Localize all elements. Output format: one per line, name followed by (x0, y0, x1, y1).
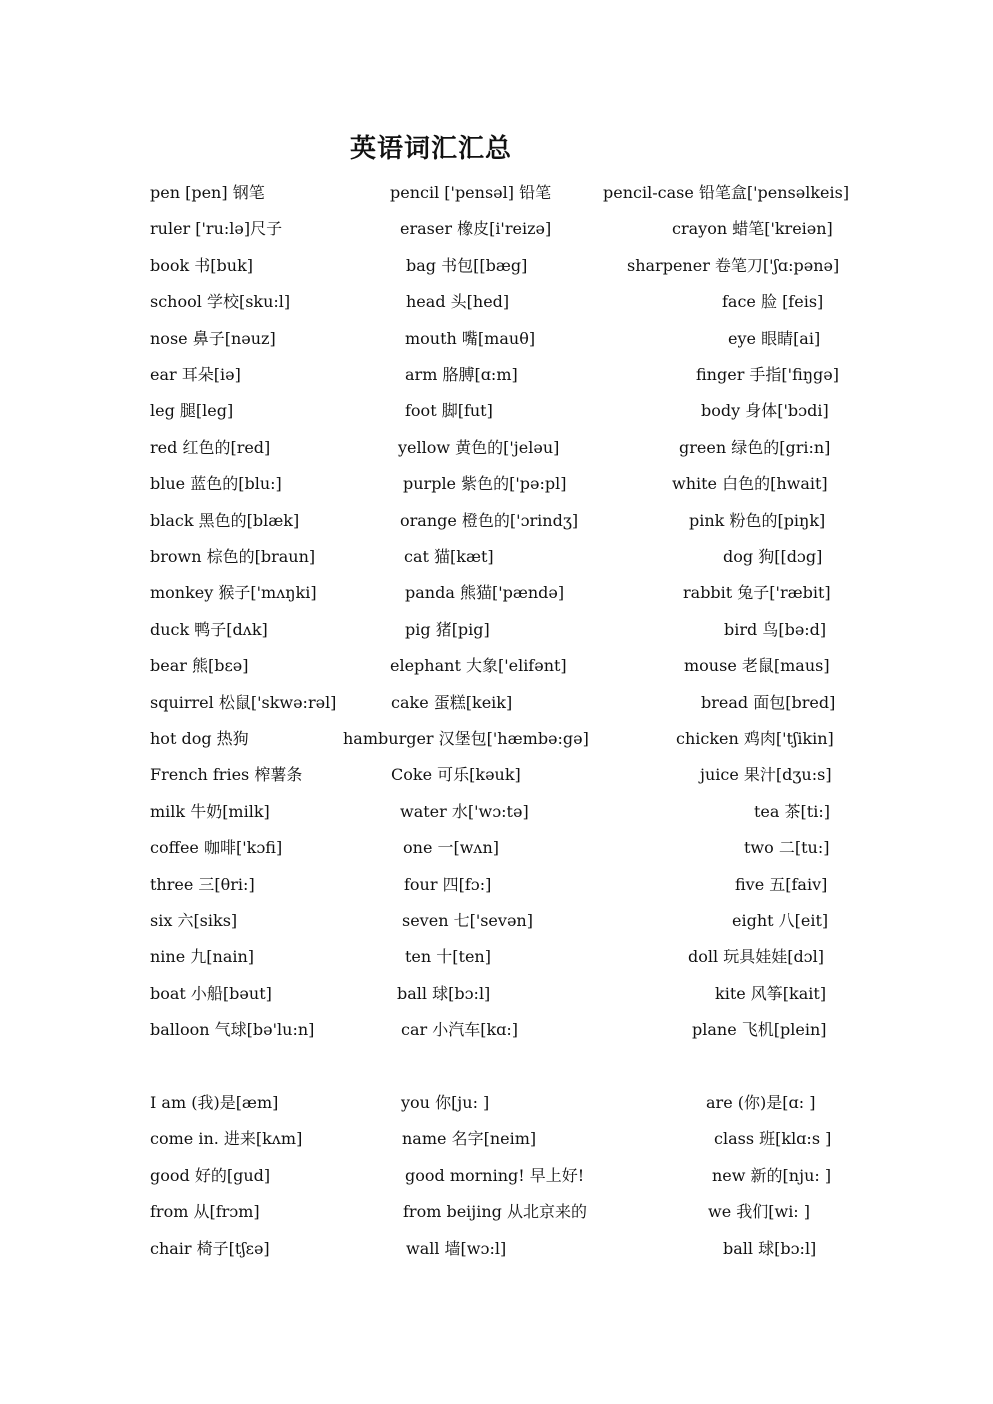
vocab-entry: ball 球[bɔ:l] (397, 984, 491, 1003)
vocab-row (0, 726, 993, 752)
vocab-entry: squirrel 松鼠['skwə:rəl] (150, 693, 337, 712)
vocab-row (0, 289, 993, 315)
page-title: 英语词汇汇总 (350, 134, 513, 164)
vocab-entry: balloon 气球[bə'lu:n] (150, 1020, 315, 1039)
vocab-entry: pencil ['pensəl] 铅笔 (390, 183, 552, 202)
vocab-entry: ball 球[bɔ:l] (723, 1239, 817, 1258)
vocab-row (0, 908, 993, 934)
vocab-row (0, 216, 993, 242)
vocab-entry: come in. 进来[kʌm] (150, 1129, 303, 1148)
vocab-entry: water 水['wɔ:tə] (400, 802, 529, 821)
vocab-entry: sharpener 卷笔刀['ʃɑ:pənə] (627, 256, 840, 275)
vocab-entry: purple 紫色的['pə:pl] (403, 474, 567, 493)
vocab-entry: white 白色的[hwait] (672, 474, 828, 493)
vocab-entry: pig 猪[pig] (405, 620, 490, 639)
vocab-entry: school 学校[sku:l] (150, 292, 291, 311)
vocab-entry: tea 茶[ti:] (754, 802, 830, 821)
vocab-row (0, 944, 993, 970)
vocab-row (0, 1163, 993, 1189)
vocab-entry: chicken 鸡肉['tʃikin] (676, 729, 834, 748)
vocab-entry: rabbit 兔子['ræbit] (683, 583, 831, 602)
vocab-row (0, 544, 993, 570)
vocab-entry: red 红色的[red] (150, 438, 271, 457)
vocab-entry: ear 耳朵[iə] (150, 365, 241, 384)
vocab-entry: name 名字[neim] (402, 1129, 537, 1148)
vocab-row (0, 690, 993, 716)
vocab-entry: elephant 大象['elifənt] (390, 656, 567, 675)
vocab-entry: hot dog 热狗 (150, 729, 249, 748)
vocab-entry: arm 胳膊[ɑ:m] (405, 365, 518, 384)
vocab-entry: eight 八[eit] (732, 911, 829, 930)
vocab-row (0, 362, 993, 388)
vocab-entry: good 好的[gud] (150, 1166, 271, 1185)
vocab-entry: kite 风筝[kait] (715, 984, 827, 1003)
vocab-entry: one 一[wʌn] (403, 838, 500, 857)
vocab-row (0, 617, 993, 643)
vocab-entry: leg 腿[leg] (150, 401, 234, 420)
vocab-entry: pink 粉色的[piŋk] (689, 511, 826, 530)
vocab-entry: coffee 咖啡['kɔfi] (150, 838, 283, 857)
vocab-entry: pencil-case 铅笔盒['pensəlkeis] (603, 183, 850, 202)
vocab-entry: milk 牛奶[milk] (150, 802, 270, 821)
vocab-entry: class 班[klɑ:s ] (714, 1129, 832, 1148)
vocab-entry: plane 飞机[plein] (692, 1020, 827, 1039)
vocab-entry: foot 脚[fut] (405, 401, 493, 420)
vocab-row (0, 508, 993, 534)
vocab-entry: pen [pen] 钢笔 (150, 183, 265, 202)
vocab-row (0, 981, 993, 1007)
vocab-entry: monkey 猴子['mʌŋki] (150, 583, 317, 602)
vocab-entry: you 你[ju: ] (401, 1093, 490, 1112)
vocab-entry: we 我们[wi: ] (708, 1202, 811, 1221)
vocab-entry: two 二[tu:] (744, 838, 830, 857)
vocab-entry: ruler ['ru:lə]尺子 (150, 219, 283, 238)
vocab-entry: eraser 橡皮[i'reizə] (400, 219, 552, 238)
vocab-row (0, 435, 993, 461)
vocab-entry: nine 九[nain] (150, 947, 255, 966)
vocab-row (0, 253, 993, 279)
vocab-entry: three 三[θri:] (150, 875, 255, 894)
vocab-entry: eye 眼睛[ai] (728, 329, 821, 348)
vocab-row (0, 1199, 993, 1225)
vocab-entry: mouth 嘴[mauθ] (405, 329, 536, 348)
vocab-entry: yellow 黄色的['jeləu] (398, 438, 560, 457)
vocab-entry: four 四[fɔ:] (404, 875, 492, 894)
vocab-entry: juice 果汁[dʒu:s] (700, 765, 832, 784)
vocab-row (0, 1090, 993, 1116)
vocab-entry: crayon 蜡笔['kreiən] (672, 219, 833, 238)
vocab-row (0, 653, 993, 679)
vocab-entry: bread 面包[bred] (701, 693, 836, 712)
vocab-entry: doll 玩具娃娃[dɔl] (688, 947, 825, 966)
vocab-entry: book 书[buk] (150, 256, 254, 275)
vocab-entry: blue 蓝色的[blu:] (150, 474, 282, 493)
vocab-entry: French fries 榨薯条 (150, 765, 303, 784)
vocab-row (0, 799, 993, 825)
vocab-entry: face 脸 [feis] (722, 292, 824, 311)
vocab-entry: ten 十[ten] (405, 947, 491, 966)
vocab-entry: six 六[siks] (150, 911, 238, 930)
vocab-entry: bird 鸟[bə:d] (724, 620, 827, 639)
vocab-row (0, 1017, 993, 1043)
vocab-entry: hamburger 汉堡包['hæmbə:gə] (343, 729, 589, 748)
vocab-entry: bag 书包[[bæg] (406, 256, 528, 275)
vocab-entry: I am (我)是[æm] (150, 1093, 279, 1112)
vocab-entry: seven 七['sevən] (402, 911, 533, 930)
vocab-entry: new 新的[nju: ] (712, 1166, 832, 1185)
vocab-entry: green 绿色的[gri:n] (679, 438, 831, 457)
vocab-row (0, 471, 993, 497)
vocab-entry: cat 猫[kæt] (404, 547, 494, 566)
vocab-row (0, 1236, 993, 1262)
vocab-entry: boat 小船[bəut] (150, 984, 272, 1003)
vocab-entry: from beijing 从北京来的 (403, 1202, 588, 1221)
vocab-entry: duck 鸭子[dʌk] (150, 620, 268, 639)
vocab-entry: brown 棕色的[braun] (150, 547, 316, 566)
vocab-entry: panda 熊猫['pændə] (405, 583, 565, 602)
vocab-entry: are (你)是[ɑ: ] (706, 1093, 816, 1112)
vocab-entry: orange 橙色的['ɔrindʒ] (400, 511, 579, 530)
vocab-row (0, 762, 993, 788)
vocab-row (0, 1126, 993, 1152)
vocab-row (0, 398, 993, 424)
vocab-entry: finger 手指['fiŋgə] (696, 365, 839, 384)
vocab-entry: cake 蛋糕[keik] (391, 693, 513, 712)
vocab-entry: body 身体['bɔdi] (701, 401, 829, 420)
vocab-entry: nose 鼻子[nəuz] (150, 329, 276, 348)
vocab-entry: wall 墙[wɔ:l] (406, 1239, 507, 1258)
vocab-entry: head 头[hed] (406, 292, 510, 311)
vocab-row (0, 872, 993, 898)
vocab-entry: five 五[faiv] (735, 875, 828, 894)
vocab-entry: dog 狗[[dɔg] (723, 547, 823, 566)
vocab-row (0, 326, 993, 352)
vocab-entry: car 小汽车[kɑ:] (401, 1020, 519, 1039)
vocab-entry: chair 椅子[tʃεə] (150, 1239, 270, 1258)
vocab-entry: mouse 老鼠[maus] (684, 656, 830, 675)
vocab-entry: good morning! 早上好! (405, 1166, 585, 1185)
vocab-entry: Coke 可乐[kəuk] (391, 765, 521, 784)
vocab-entry: black 黑色的[blæk] (150, 511, 300, 530)
vocab-entry: from 从[frɔm] (150, 1202, 260, 1221)
vocab-row (0, 180, 993, 206)
vocab-entry: bear 熊[bεə] (150, 656, 249, 675)
vocab-row (0, 580, 993, 606)
vocab-row (0, 835, 993, 861)
